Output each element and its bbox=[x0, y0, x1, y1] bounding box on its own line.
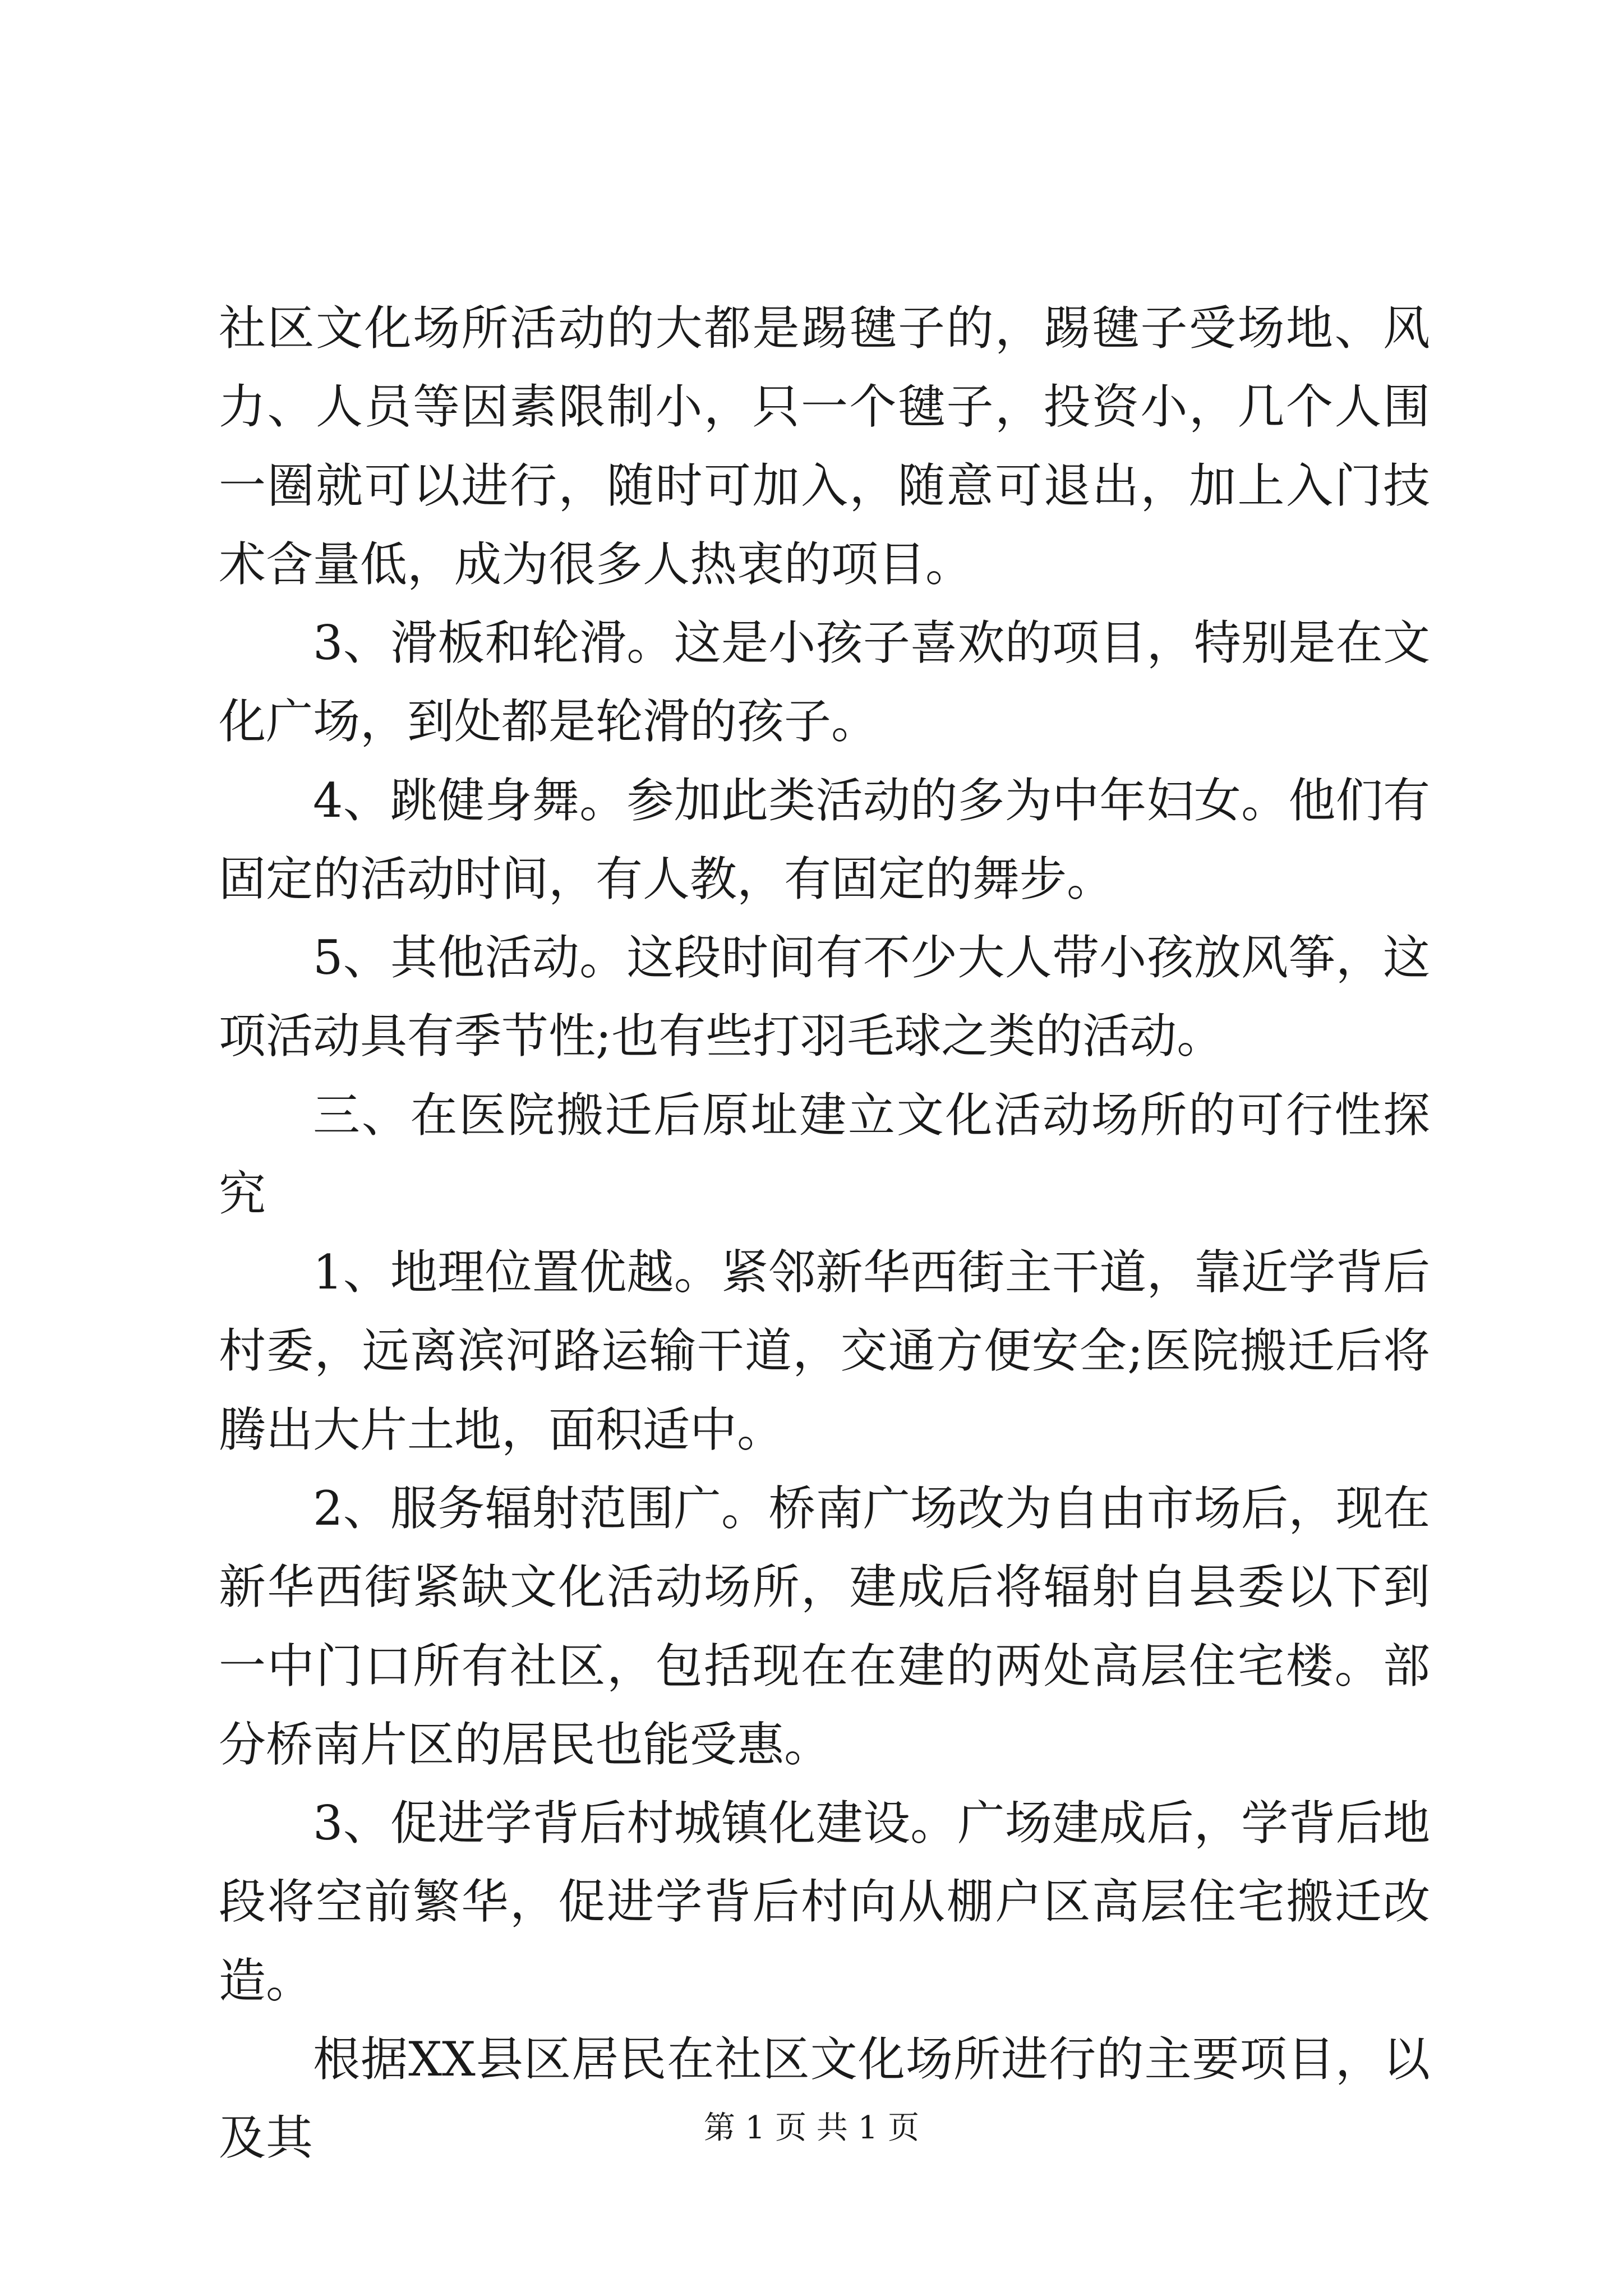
page-number-label: 第 1 页 共 1 页 bbox=[703, 2110, 920, 2146]
paragraph-6: 1、地理位置优越。紧邻新华西街主干道，靠近学背后村委，远离滨河路运输干道，交通方便安全;医院搬迁后将腾出大片土地，面积适中。 bbox=[219, 1245, 1430, 1457]
paragraph-2: 3、滑板和轮滑。这是小孩子喜欢的项目，特别是在文化广场，到处都是轮滑的孩子。 bbox=[219, 615, 1430, 749]
paragraph-7: 2、服务辐射范围广。桥南广场改为自由市场后，现在新华西街紧缺文化活动场所，建成后将辐射自县委以下到一中门口所有社区，包括现在在建的两处高层住宅楼。部分桥南片区的居民也能受惠。 bbox=[219, 1480, 1430, 1772]
document-body bbox=[219, 289, 1430, 2177]
paragraph-4: 5、其他活动。这段时间有不少大人带小孩放风筝，这项活动具有季节性;也有些打羽毛球之类的活动。 bbox=[219, 930, 1430, 1064]
paragraph-3: 4、跳健身舞。参加此类活动的多为中年妇女。他们有固定的活动时间，有人教，有固定的舞步。 bbox=[219, 772, 1430, 907]
paragraph-9: 根据XX县区居民在社区文化场所进行的主要项目，以及其 bbox=[219, 2031, 1430, 2166]
page-footer bbox=[0, 2109, 1623, 2147]
section-heading: 三、在医院搬迁后原址建立文化活动场所的可行性探究 bbox=[219, 1087, 1430, 1221]
paragraph-8: 3、促进学背后村城镇化建设。广场建成后，学背后地段将空前繁华，促进学背后村向从棚户区高层住宅搬迁改造。 bbox=[219, 1796, 1430, 2008]
paragraph-1: 社区文化场所活动的大都是踢毽子的，踢毽子受场地、风力、人员等因素限制小，只一个毽子，投资小，几个人围一圈就可以进行，随时可加入，随意可退出，加上入门技术含量低，成为很多人热衷的项目。 bbox=[219, 301, 1430, 592]
